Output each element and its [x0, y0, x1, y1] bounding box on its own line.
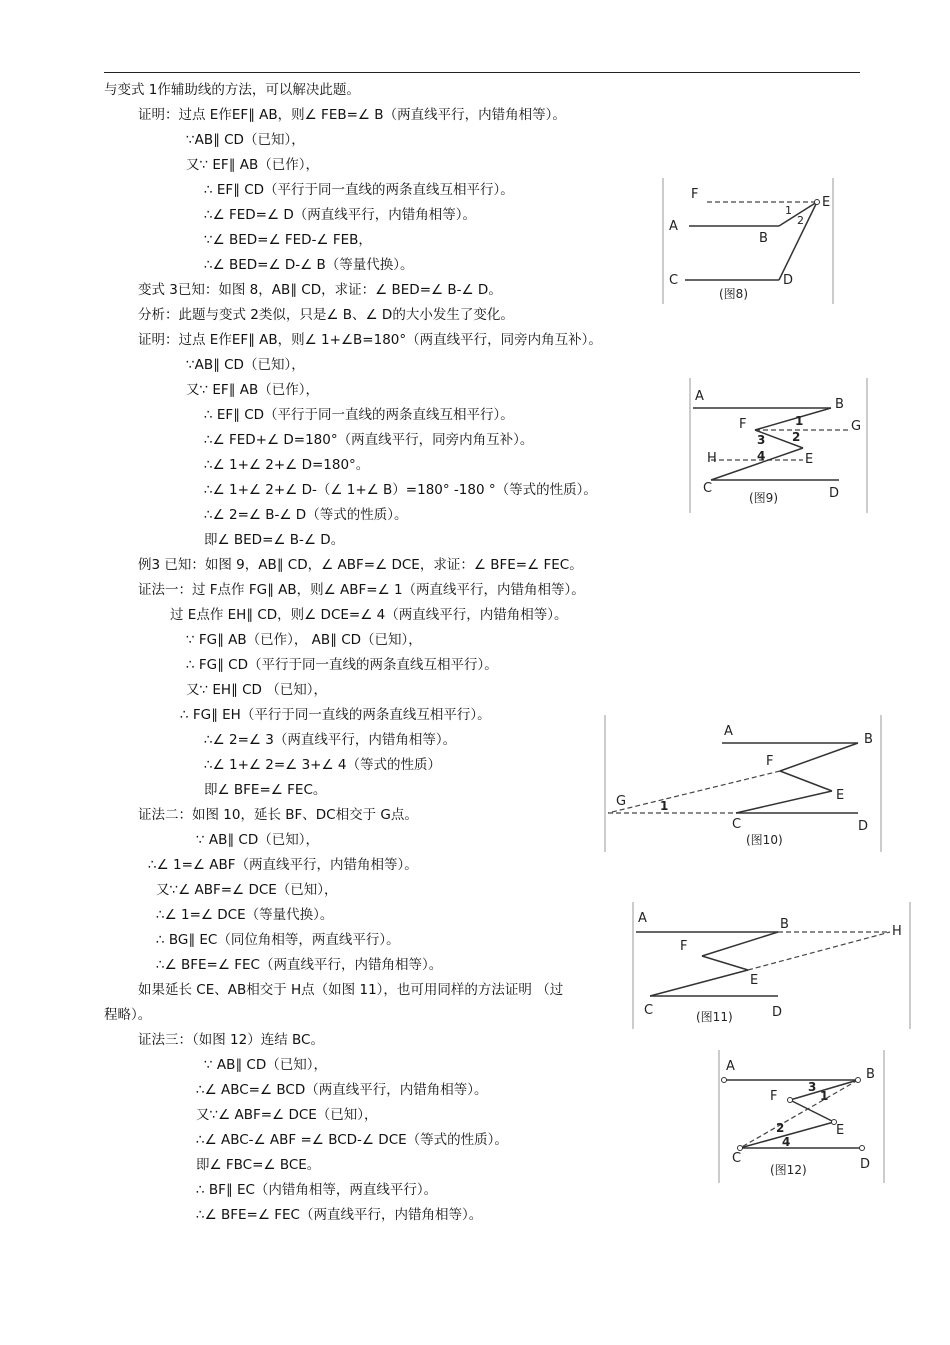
- angle-3: 3: [808, 1080, 817, 1094]
- label-E: E: [750, 973, 759, 988]
- angle-2: 2: [776, 1121, 785, 1135]
- label-A: A: [726, 1059, 735, 1074]
- figure-12-diagram: [718, 1050, 885, 1183]
- text-line: ∴∠ FED+∠ D=180°（两直线平行，同旁内角互补）。: [204, 432, 534, 448]
- label-B: B: [780, 917, 789, 932]
- text-line: ∵AB∥ CD（已知），: [186, 357, 305, 373]
- label-A: A: [669, 219, 678, 234]
- label-C: C: [732, 817, 742, 832]
- figure-9: [689, 378, 868, 513]
- text-line: ∴ EF∥ CD（平行于同一直线的两条直线互相平行）。: [204, 182, 514, 198]
- label-C: C: [703, 481, 713, 496]
- text-line: ∴∠ BFE=∠ FEC（两直线平行，内错角相等）。: [156, 957, 443, 973]
- label-A: A: [695, 389, 704, 404]
- text-line: 证法一：过 F点作 FG∥ AB，则∠ ABF=∠ 1（两直线平行，内错角相等）。: [138, 582, 585, 598]
- text-line: 变式 3已知：如图 8，AB∥ CD，求证：∠ BED=∠ B-∠ D。: [138, 282, 502, 298]
- figure-10-caption: (图10): [746, 833, 783, 847]
- text-line: 证法三：（如图 12）连结 BC。: [138, 1032, 324, 1048]
- text-line: ∴∠ 1+∠ 2+∠ D-（∠ 1+∠ B）=180° -180 °（等式的性质）。: [204, 482, 597, 498]
- text-line: ∵ FG∥ AB（已作）， AB∥ CD（已知），: [186, 632, 422, 648]
- label-A: A: [724, 724, 733, 739]
- label-B: B: [864, 732, 873, 747]
- figure-8-diagram: [661, 178, 835, 304]
- label-C: C: [644, 1003, 654, 1018]
- label-C: C: [669, 273, 679, 288]
- angle-3: 3: [757, 433, 766, 447]
- text-line: ∴∠ BED=∠ D-∠ B（等量代换）。: [204, 257, 414, 273]
- label-F: F: [770, 1089, 778, 1104]
- angle-2: 2: [792, 430, 801, 444]
- text-line: 与变式 1作辅助线的方法，可以解决此题。: [104, 82, 360, 98]
- angle-1: 1: [785, 204, 792, 217]
- label-G: G: [851, 419, 862, 434]
- text-line: ∴∠ 2=∠ 3（两直线平行，内错角相等）。: [204, 732, 457, 748]
- label-E: E: [822, 195, 831, 210]
- text-line: ∵ AB∥ CD（已知），: [204, 1057, 327, 1073]
- text-line: 如果延长 CE、AB相交于 H点（如图 11），也可用同样的方法证明 （过: [138, 982, 564, 998]
- text-line: ∴ EF∥ CD（平行于同一直线的两条直线互相平行）。: [204, 407, 514, 423]
- text-line: 过 E点作 EH∥ CD，则∠ DCE=∠ 4（两直线平行，内错角相等）。: [170, 607, 568, 623]
- text-line: 程略）。: [104, 1007, 152, 1023]
- text-line: ∴∠ FED=∠ D（两直线平行，内错角相等）。: [204, 207, 477, 223]
- text-line: 又∵ EF∥ AB（已作），: [186, 382, 319, 398]
- text-line: ∴ FG∥ EH（平行于同一直线的两条直线互相平行）。: [180, 707, 491, 723]
- text-line: ∴ BF∥ EC（内错角相等，两直线平行）。: [196, 1182, 438, 1198]
- label-D: D: [783, 273, 794, 288]
- text-line: ∴∠ 1=∠ DCE（等量代换）。: [156, 907, 334, 923]
- text-line: ∵ AB∥ CD（已知），: [196, 832, 319, 848]
- text-line: 例3 已知：如图 9，AB∥ CD，∠ ABF=∠ DCE，求证：∠ BFE=∠ FEC。: [138, 557, 583, 573]
- label-B: B: [835, 397, 844, 412]
- label-B: B: [759, 231, 768, 246]
- label-E: E: [836, 1123, 845, 1138]
- text-line: 又∵∠ ABF=∠ DCE（已知），: [156, 882, 338, 898]
- label-H: H: [707, 451, 717, 466]
- text-line: ∵∠ BED=∠ FED-∠ FEB，: [204, 232, 372, 248]
- angle-1: 1: [660, 799, 669, 813]
- label-E: E: [836, 788, 845, 803]
- label-F: F: [766, 754, 774, 769]
- figure-12-caption: (图12): [770, 1163, 807, 1177]
- text-line: 证法二：如图 10，延长 BF、DC相交于 G点。: [138, 807, 418, 823]
- text-line: ∵AB∥ CD（已知），: [186, 132, 305, 148]
- label-D: D: [772, 1005, 783, 1020]
- text-line: 证明：过点 E作EF∥ AB，则∠ FEB=∠ B（两直线平行，内错角相等）。: [138, 107, 566, 123]
- figure-9-diagram: [689, 378, 868, 513]
- text-line: ∴∠ BFE=∠ FEC（两直线平行，内错角相等）。: [196, 1207, 483, 1223]
- angle-4: 4: [757, 449, 766, 463]
- figure-12: [718, 1050, 885, 1183]
- text-line: 又∵ EF∥ AB（已作），: [186, 157, 319, 173]
- label-C: C: [732, 1151, 742, 1166]
- angle-1: 1: [820, 1089, 829, 1103]
- angle-2: 2: [797, 214, 804, 227]
- label-D: D: [858, 819, 869, 834]
- text-line: 证明：过点 E作EF∥ AB，则∠ 1+∠B=180°（两直线平行，同旁内角互补）。: [138, 332, 602, 348]
- figure-11-caption: (图11): [696, 1010, 733, 1024]
- label-B: B: [866, 1067, 875, 1082]
- label-G: G: [616, 794, 627, 809]
- text-line: ∴∠ 1+∠ 2=∠ 3+∠ 4（等式的性质）: [204, 757, 441, 773]
- text-line: ∴∠ 2=∠ B-∠ D（等式的性质）。: [204, 507, 408, 523]
- label-H: H: [892, 924, 902, 939]
- figure-8-caption: (图8): [719, 287, 748, 301]
- text-line: ∴∠ 1=∠ ABF（两直线平行，内错角相等）。: [148, 857, 418, 873]
- figure-9-caption: (图9): [749, 491, 778, 505]
- figure-10-diagram: [604, 715, 882, 852]
- text-line: ∴∠ 1+∠ 2+∠ D=180°。: [204, 457, 370, 473]
- text-line: ∴ FG∥ CD（平行于同一直线的两条直线互相平行）。: [186, 657, 498, 673]
- figure-8: [661, 178, 835, 304]
- text-line: 分析：此题与变式 2类似，只是∠ B、∠ D的大小发生了变化。: [138, 307, 514, 323]
- label-F: F: [739, 417, 747, 432]
- text-line: ∴∠ ABC-∠ ABF =∠ BCD-∠ DCE（等式的性质）。: [196, 1132, 508, 1148]
- figure-11: [632, 902, 911, 1029]
- text-line: 即∠ FBC=∠ BCE。: [196, 1157, 321, 1173]
- label-D: D: [829, 486, 840, 501]
- label-F: F: [691, 187, 699, 202]
- label-A: A: [638, 911, 647, 926]
- text-line: 又∵∠ ABF=∠ DCE（已知），: [196, 1107, 378, 1123]
- text-line: ∴ BG∥ EC（同位角相等，两直线平行）。: [156, 932, 400, 948]
- label-F: F: [680, 939, 688, 954]
- angle-1: 1: [795, 414, 804, 428]
- label-E: E: [805, 452, 814, 467]
- text-line: ∴∠ ABC=∠ BCD（两直线平行，内错角相等）。: [196, 1082, 488, 1098]
- header-rule: [104, 72, 860, 73]
- text-line: 即∠ BFE=∠ FEC。: [204, 782, 327, 798]
- angle-4: 4: [782, 1135, 791, 1149]
- figure-10: [604, 715, 882, 852]
- label-D: D: [860, 1157, 871, 1172]
- text-line: 即∠ BED=∠ B-∠ D。: [204, 532, 345, 548]
- text-line: 又∵ EH∥ CD （已知），: [186, 682, 327, 698]
- figure-11-diagram: [632, 902, 911, 1029]
